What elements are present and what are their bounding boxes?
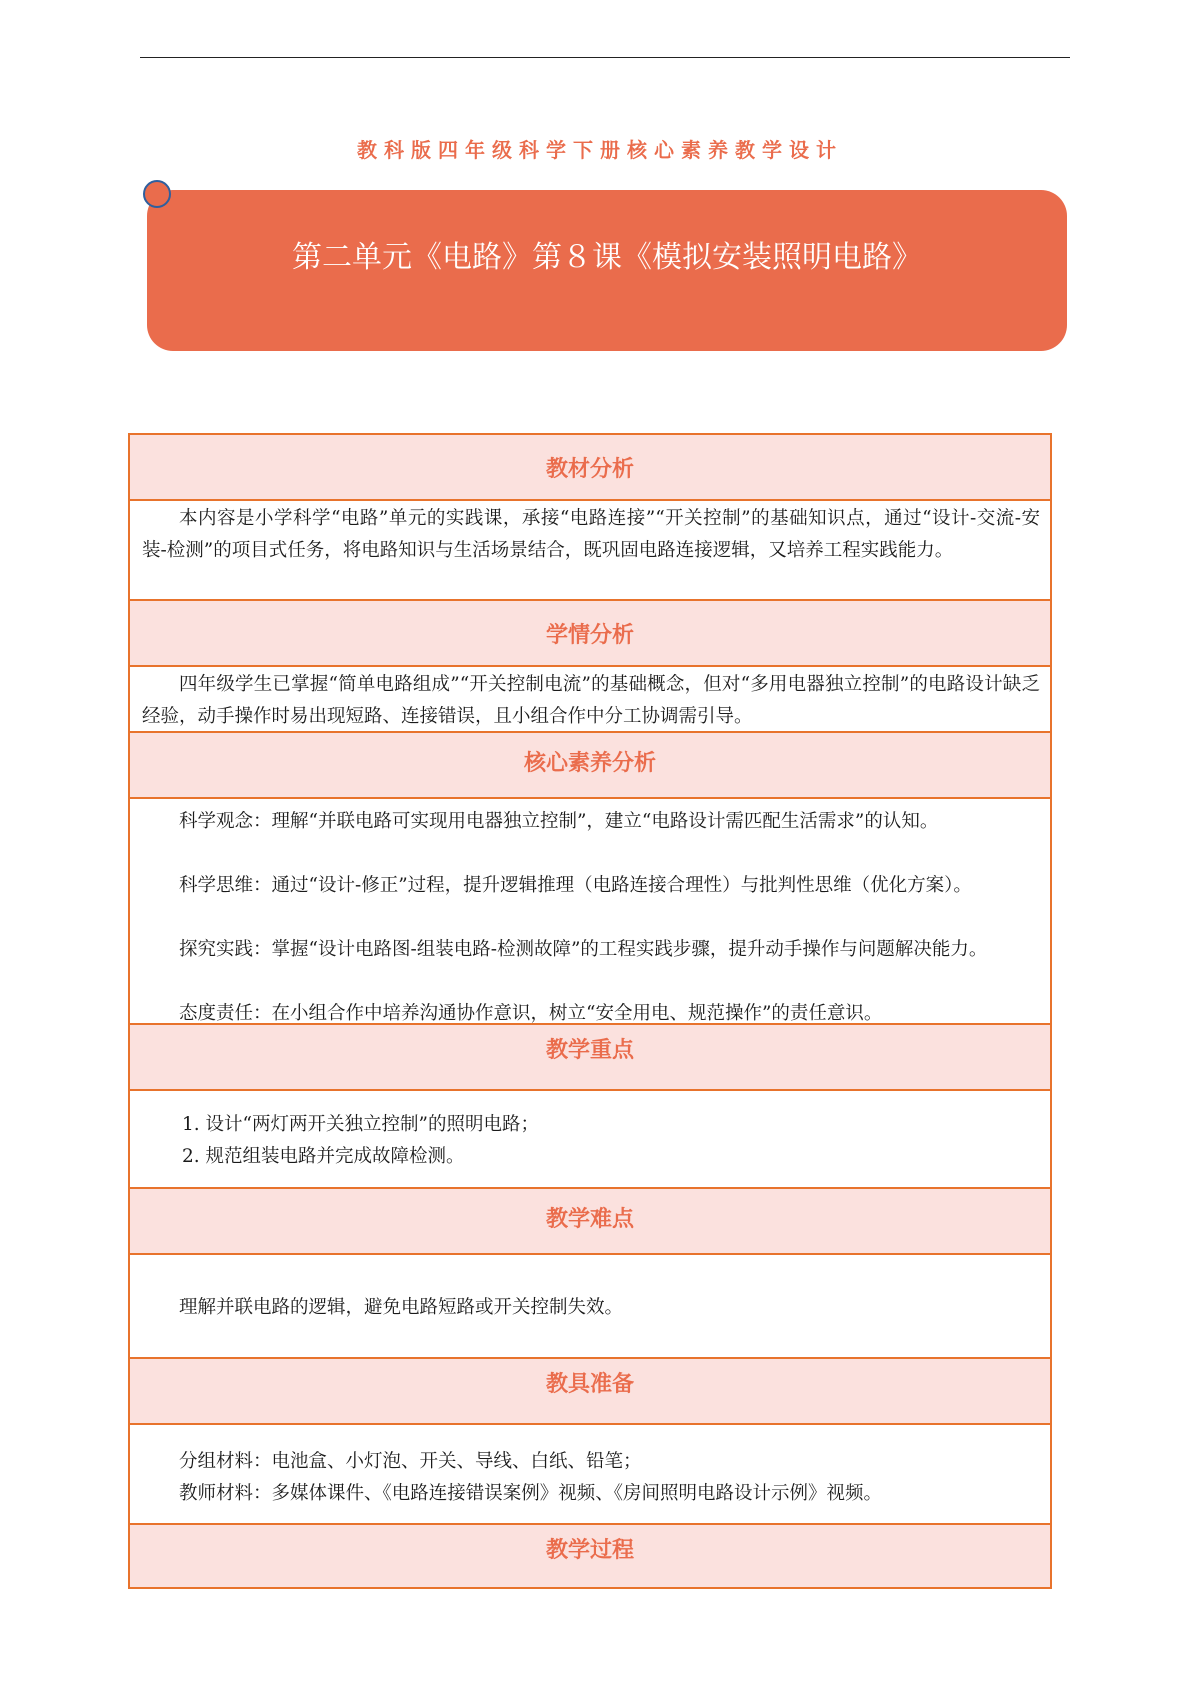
material-analysis-text: 本内容是小学科学“电路”单元的实践课，承接“电路连接”“开关控制”的基础知识点，通过“设计-交流-安装-检测”的项目式任务，将电路知识与生活场景结合，既巩固电路连接逻辑，又培养工程实践能力。 [142, 508, 1040, 561]
section-body-key-points [130, 1091, 1050, 1189]
difficulties-text: 理解并联电路的逻辑，避免电路短路或开关控制失效。 [179, 1297, 624, 1318]
title-banner [147, 190, 1067, 351]
materials-group: 分组材料：电池盒、小灯泡、开关、导线、白纸、铅笔； [179, 1451, 642, 1472]
section-heading-student-analysis: 学情分析 [130, 601, 1050, 667]
lesson-title: 第二单元《电路》第８课《模拟安装照明电路》 [292, 240, 922, 275]
section-heading-materials: 教具准备 [130, 1359, 1050, 1425]
section-body-difficulties [130, 1255, 1050, 1359]
section-heading-key-points: 教学重点 [130, 1025, 1050, 1091]
section-heading-material-analysis: 教材分析 [130, 435, 1050, 501]
top-rule [140, 57, 1070, 58]
competency-attitude: 态度责任：在小组合作中培养沟通协作意识，树立“安全用电、规范操作”的责任意识。 [179, 1003, 883, 1024]
section-heading-process: 教学过程 [130, 1525, 1050, 1587]
section-body-student-analysis [130, 667, 1050, 733]
section-body-material-analysis [130, 501, 1050, 601]
competency-science-thinking: 科学思维：通过“设计-修正”过程，提升逻辑推理（电路连接合理性）与批判性思维（优化方案）。 [179, 875, 972, 896]
materials-teacher: 教师材料：多媒体课件、《电路连接错误案例》视频、《房间照明电路设计示例》视频。 [179, 1483, 883, 1504]
banner-dot-decoration [143, 180, 171, 208]
competency-inquiry-practice: 探究实践：掌握“设计电路图-组装电路-检测故障”的工程实践步骤，提升动手操作与问题解决能力。 [179, 939, 988, 960]
section-body-materials [130, 1425, 1050, 1525]
competency-science-concept: 科学观念：理解“并联电路可实现用电器独立控制”，建立“电路设计需匹配生活需求”的认知。 [179, 811, 939, 832]
section-heading-difficulties: 教学难点 [130, 1189, 1050, 1255]
section-heading-core-competency: 核心素养分析 [130, 733, 1050, 799]
key-point-item: 1. 设计“两灯两开关独立控制”的照明电路； [182, 1114, 539, 1135]
key-point-item: 2. 规范组装电路并完成故障检测。 [182, 1146, 465, 1167]
document-subtitle: 教科版四年级科学下册核心素养教学设计 [357, 138, 843, 162]
student-analysis-text: 四年级学生已掌握“简单电路组成”“开关控制电流”的基础概念，但对“多用电器独立控制”的电路设计缺乏经验，动手操作时易出现短路、连接错误，且小组合作中分工协调需引导。 [142, 674, 1040, 727]
section-body-core-competency [130, 799, 1050, 1025]
lesson-plan-table [128, 433, 1052, 1589]
